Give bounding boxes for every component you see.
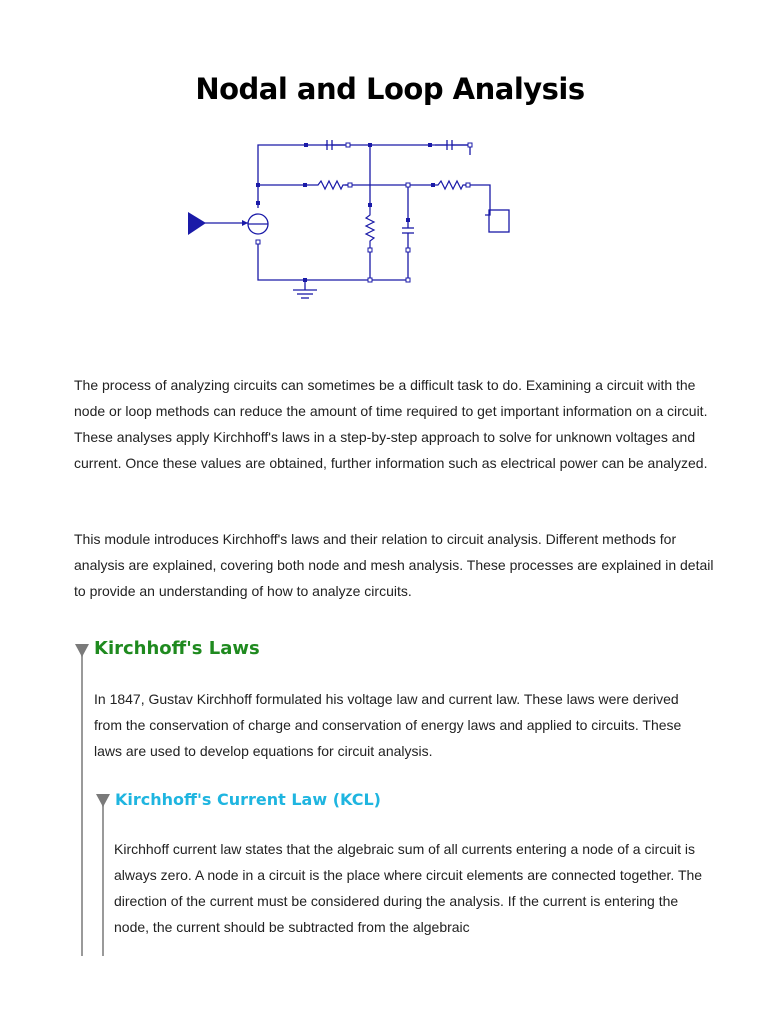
section-kirchhoff-bar: [81, 652, 83, 956]
output-port-icon: [489, 210, 509, 232]
section-kirchhoff-body: In 1847, Gustav Kirchhoff formulated his voltage law and current law. These laws were derived from the conservation of charge and conservation of energy laws and applied to circuits. These laws are used to develop equations for circuit analysis.: [94, 691, 682, 759]
capacitor-icon: [320, 140, 345, 150]
intro-paragraph-2: This module introduces Kirchhoff's laws and their relation to circuit analysis. Different methods for analysis are explained, covering both node and mesh analysis. These processes are explained in detail to provide an understanding of how to analyze circuits.: [74, 531, 714, 599]
circuit-diagram: [180, 130, 520, 310]
subsection-heading-kcl[interactable]: Kirchhoff's Current Law (KCL): [115, 790, 381, 809]
voltage-source-icon: [248, 214, 268, 234]
resistor-icon: [433, 181, 470, 189]
collapse-triangle-icon[interactable]: [96, 794, 110, 807]
wire: [258, 145, 320, 185]
capacitor-icon: [402, 220, 414, 242]
resistor-icon: [305, 181, 352, 189]
page-title: Nodal and Loop Analysis: [195, 72, 585, 106]
signal-input-arrow-icon: [188, 212, 206, 235]
section-heading-kirchhoffs-laws[interactable]: Kirchhoff's Laws: [94, 638, 260, 659]
collapse-triangle-icon[interactable]: [75, 644, 89, 657]
resistor-icon: [366, 205, 374, 250]
subsection-kcl-body: Kirchhoff current law states that the algebraic sum of all currents entering a node of a circuit is always zero. A node in a circuit is the place where circuit elements are connected together. The direction of the current must be considered during the analysis. If the current is entering the node, the current should be subtracted from the algebraic: [114, 841, 703, 935]
intro-paragraph-1: The process of analyzing circuits can sometimes be a difficult task to do. Examining a circuit with the node or loop methods can reduce the amount of time required to get important information on a circuit. These analyses apply Kirchhoff's laws in a step-by-step approach to solve for unknown voltages and current. Once these values are obtained, further information such as electrical power can be analyzed.: [74, 377, 708, 471]
subsection-kcl-bar: [102, 802, 104, 956]
